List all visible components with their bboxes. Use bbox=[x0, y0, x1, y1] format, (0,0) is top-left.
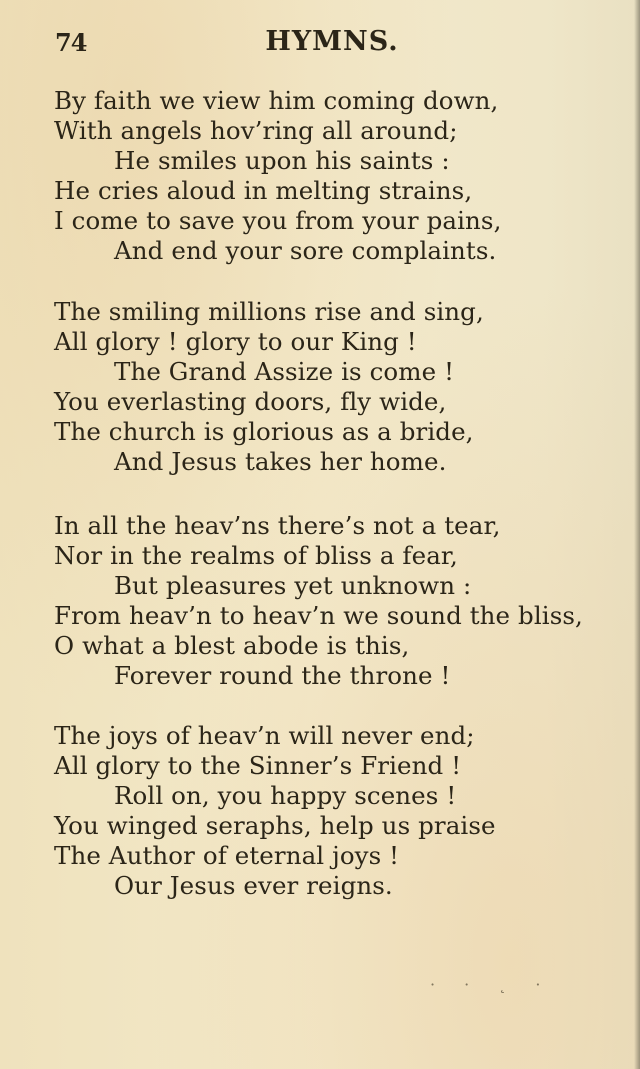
paper-specks-decoration: · · ˛ · bbox=[430, 975, 553, 994]
verse-line-indented: Our Jesus ever reigns. bbox=[114, 871, 393, 900]
page-header bbox=[0, 22, 640, 62]
verse-line: The church is glorious as a bride, bbox=[54, 417, 474, 446]
verse-line: You winged seraphs, help us praise bbox=[54, 811, 496, 840]
page-edge-shadow bbox=[634, 0, 640, 1069]
verse-line: O what a blest abode is this, bbox=[54, 631, 410, 660]
page-number: 74 bbox=[55, 28, 87, 57]
verse-line: The Author of eternal joys ! bbox=[54, 841, 400, 870]
verse-line-indented: Roll on, you happy scenes ! bbox=[114, 781, 457, 810]
stanza-3 bbox=[54, 511, 583, 691]
verse-line-indented: And Jesus takes her home. bbox=[114, 447, 447, 476]
verse-line: All glory to the Sinner’s Friend ! bbox=[54, 751, 462, 780]
verse-line-indented: And end your sore complaints. bbox=[114, 236, 497, 265]
verse-line: From heav’n to heav’n we sound the bliss, bbox=[54, 601, 583, 630]
stanza-4 bbox=[54, 721, 496, 901]
stanza-1 bbox=[54, 86, 502, 266]
verse-line: The joys of heav’n will never end; bbox=[54, 721, 475, 750]
verse-line-indented: Forever round the throne ! bbox=[114, 661, 451, 690]
verse-line: You everlasting doors, fly wide, bbox=[54, 387, 447, 416]
verse-line: He cries aloud in melting strains, bbox=[54, 176, 473, 205]
stanza-2 bbox=[54, 297, 484, 477]
verse-line: With angels hov’ring all around; bbox=[54, 116, 458, 145]
verse-line-indented: He smiles upon his saints : bbox=[114, 146, 450, 175]
verse-line: The smiling millions rise and sing, bbox=[54, 297, 484, 326]
verse-line: Nor in the realms of bliss a fear, bbox=[54, 541, 458, 570]
running-head: HYMNS. bbox=[265, 26, 399, 57]
verse-line: I come to save you from your pains, bbox=[54, 206, 502, 235]
verse-line: In all the heav’ns there’s not a tear, bbox=[54, 511, 501, 540]
verse-line-indented: The Grand Assize is come ! bbox=[114, 357, 455, 386]
verse-line: All glory ! glory to our King ! bbox=[54, 327, 417, 356]
verse-line-indented: But pleasures yet unknown : bbox=[114, 571, 472, 600]
verse-line: By faith we view him coming down, bbox=[54, 86, 499, 115]
